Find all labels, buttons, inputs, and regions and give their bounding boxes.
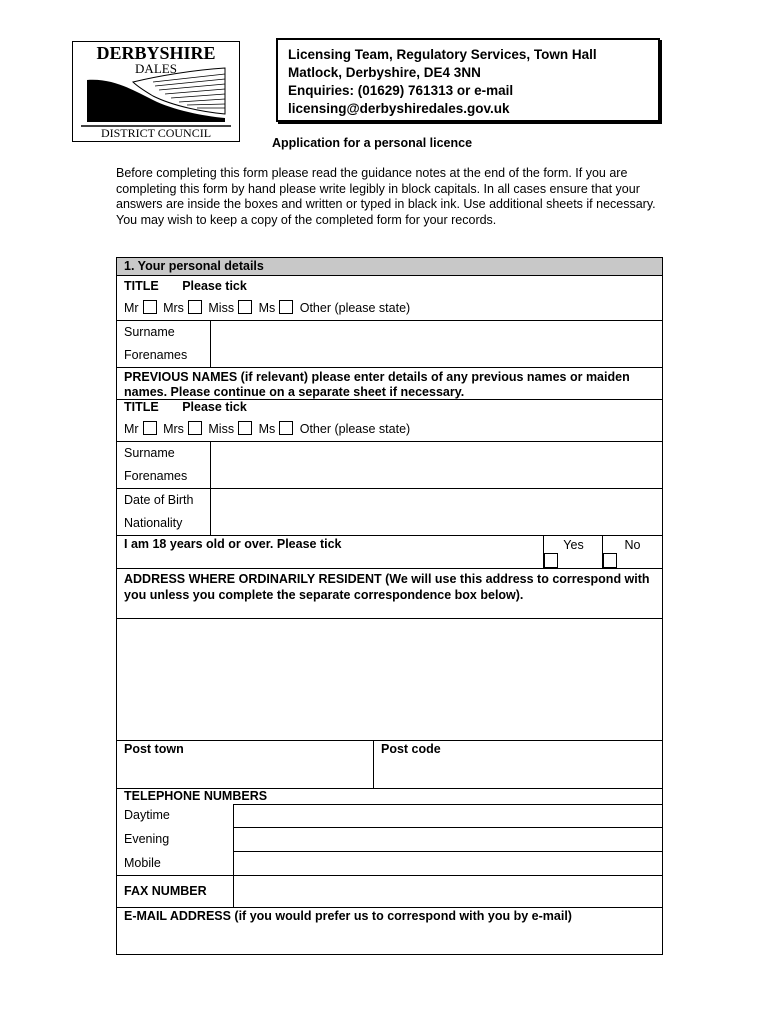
no-checkbox[interactable] — [603, 553, 617, 568]
post-town-code-row — [117, 741, 662, 789]
title-row — [117, 276, 662, 321]
yes-checkbox[interactable] — [544, 553, 558, 568]
prev-miss-label: Miss — [208, 422, 235, 436]
intro-text — [116, 166, 656, 228]
age-confirmation-row — [117, 536, 662, 569]
previous-forenames-label: Forenames — [124, 469, 188, 483]
section-header: 1. Your personal details — [117, 258, 662, 276]
logo-line3: DISTRICT COUNCIL — [100, 126, 212, 140]
telephone-rows — [117, 804, 662, 876]
council-logo — [72, 41, 240, 142]
telephone-header: TELEPHONE NUMBERS — [124, 789, 268, 803]
prev-ms-label: Ms — [258, 422, 276, 436]
previous-please-tick-label: Please tick — [182, 400, 247, 414]
personal-details-form — [116, 257, 663, 955]
daytime-input[interactable] — [234, 804, 662, 828]
previous-names-instructions: PREVIOUS NAMES (if relevant) please enter details of any previous names or maiden names. Please continue on a separate sheet if necessary. — [117, 368, 662, 400]
contact-line3: Enquiries: (01629) 761313 or e-mail — [288, 83, 514, 98]
mrs-checkbox[interactable] — [188, 300, 202, 314]
form-title: Application for a personal licence — [272, 136, 473, 150]
nationality-label: Nationality — [124, 516, 183, 530]
fax-label: FAX NUMBER — [117, 876, 234, 907]
dob-nationality-input-area[interactable] — [211, 489, 662, 535]
previous-name-input-area[interactable] — [211, 442, 662, 488]
mobile-input[interactable] — [234, 852, 662, 876]
previous-title-label: TITLE — [124, 400, 159, 414]
prev-mrs-label: Mrs — [163, 422, 184, 436]
intro-paragraph-1: Before completing this form please read the guidance notes at the end of the form. If you are completing this form by hand please write legibly in block capitals. In all cases ensure that your answers are inside the boxes and written or typed in black ink. Use additional sheets if necessary. — [116, 166, 656, 212]
post-town-label: Post town — [124, 742, 184, 756]
address-instructions: ADDRESS WHERE ORDINARILY RESIDENT (We will use this address to correspond with you unless you complete the separate correspondence box below). — [117, 569, 662, 619]
logo-line1: DERBYSHIRE — [96, 43, 216, 63]
name-input-area[interactable] — [211, 321, 662, 367]
intro-paragraph-2: You may wish to keep a copy of the completed form for your records. — [116, 212, 497, 227]
evening-label: Evening — [124, 832, 170, 846]
prev-other-label: Other (please state) — [299, 422, 411, 436]
yes-label: Yes — [563, 538, 584, 552]
contact-email[interactable]: licensing@derbyshiredales.gov.uk — [288, 101, 510, 116]
mobile-label: Mobile — [124, 856, 161, 870]
mr-checkbox[interactable] — [143, 300, 157, 314]
previous-title-options — [117, 417, 662, 441]
ms-label: Ms — [258, 301, 276, 315]
dob-label: Date of Birth — [124, 493, 194, 507]
prev-mr-label: Mr — [124, 422, 139, 436]
prev-ms-checkbox[interactable] — [279, 421, 293, 435]
miss-label: Miss — [208, 301, 235, 315]
other-label: Other (please state) — [299, 301, 411, 315]
previous-title-row — [117, 400, 662, 442]
contact-line1: Licensing Team, Regulatory Services, Town Hall — [288, 47, 597, 62]
no-cell — [602, 536, 662, 568]
miss-checkbox[interactable] — [238, 300, 252, 314]
no-label: No — [624, 538, 641, 552]
title-label: TITLE — [124, 279, 159, 293]
email-row[interactable] — [117, 908, 662, 954]
please-tick-label: Please tick — [182, 279, 247, 293]
previous-surname-label: Surname — [124, 446, 175, 460]
post-town-cell[interactable] — [117, 741, 374, 788]
yes-cell — [543, 536, 603, 568]
surname-label: Surname — [124, 325, 175, 339]
title-options — [117, 296, 662, 320]
previous-name-row — [117, 442, 662, 489]
contact-box — [276, 38, 660, 122]
mr-label: Mr — [124, 301, 139, 315]
daytime-label: Daytime — [124, 808, 170, 822]
logo-graphic — [73, 42, 239, 141]
fax-input[interactable] — [234, 876, 662, 907]
address-input-area[interactable] — [117, 619, 662, 741]
dob-nationality-row — [117, 489, 662, 536]
post-code-cell[interactable] — [374, 741, 662, 788]
email-label: E-MAIL ADDRESS (if you would prefer us to correspond with you by e-mail) — [124, 909, 572, 923]
fax-row — [117, 876, 662, 908]
evening-input[interactable] — [234, 828, 662, 852]
post-code-label: Post code — [381, 742, 441, 756]
prev-mrs-checkbox[interactable] — [188, 421, 202, 435]
logo-line2: DALES — [135, 61, 177, 76]
mrs-label: Mrs — [163, 301, 184, 315]
prev-miss-checkbox[interactable] — [238, 421, 252, 435]
prev-mr-checkbox[interactable] — [143, 421, 157, 435]
ms-checkbox[interactable] — [279, 300, 293, 314]
contact-line2: Matlock, Derbyshire, DE4 3NN — [288, 65, 481, 80]
age-question: I am 18 years old or over. Please tick — [124, 537, 342, 551]
forenames-label: Forenames — [124, 348, 188, 362]
name-row — [117, 321, 662, 368]
